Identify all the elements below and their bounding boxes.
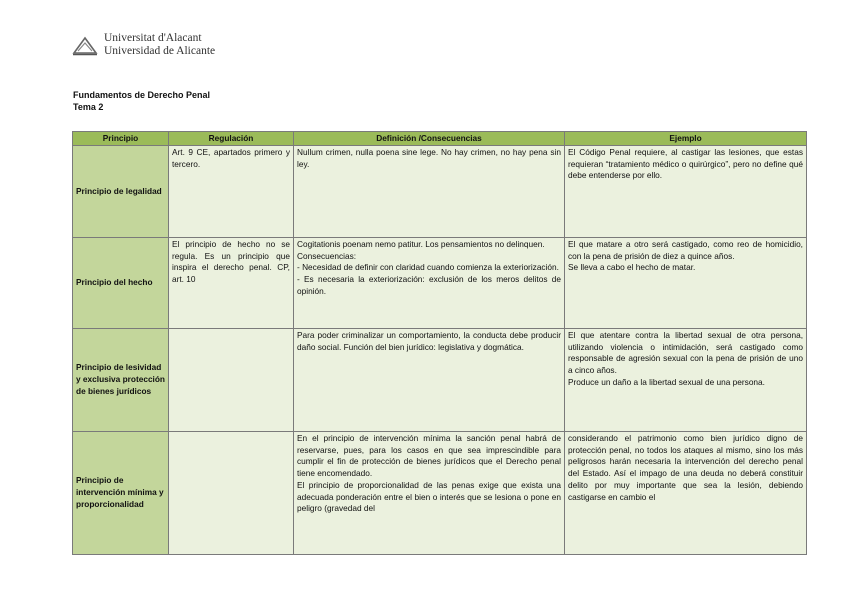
principio-cell: Principio de lesividad y exclusiva protección de bienes jurídicos	[73, 329, 169, 432]
ejemplo-cell	[565, 146, 807, 238]
ejemplo-cell	[565, 329, 807, 432]
principio-cell: Principio de intervención mínima y proporcionalidad	[73, 432, 169, 555]
definicion-paragraph: Cogitationis poenam nemo patitur. Los pensamientos no delinquen.	[297, 239, 545, 249]
document-heading	[73, 89, 210, 113]
ejemplo-paragraph: El que matare a otro será castigado, como reo de homicidio, con la pena de prisión de diez a quince años.	[568, 239, 803, 261]
ejemplo-paragraph: El Código Penal requiere, al castigar las lesiones, que estas requieran “tratamiento médico o quirúrgico”, pero no define qué debe entenderse por ello.	[568, 147, 803, 181]
header-ejemplo: Ejemplo	[565, 132, 807, 146]
university-name-valencian: Universitat d'Alacant	[104, 32, 202, 44]
definicion-paragraph: Para poder criminalizar un comportamiento, la conducta debe producir daño social. Función del bien jurídico: legislativa y dogmática.	[297, 330, 561, 352]
regulacion-cell: Art. 9 CE, apartados primero y tercero.	[169, 146, 294, 238]
definicion-paragraph: Nullum crimen, nulla poena sine lege. No hay crimen, no hay pena sin ley.	[297, 147, 561, 169]
regulacion-cell	[169, 329, 294, 432]
header-definicion: Definición /Consecuencias	[294, 132, 565, 146]
regulacion-cell	[169, 432, 294, 555]
definicion-cell	[294, 329, 565, 432]
header-principio: Principio	[73, 132, 169, 146]
principio-cell: Principio del hecho	[73, 238, 169, 329]
definicion-cell	[294, 238, 565, 329]
table-row	[73, 432, 807, 555]
topic-title: Tema 2	[73, 102, 104, 112]
ejemplo-cell	[565, 432, 807, 555]
ejemplo-paragraph: Produce un daño a la libertad sexual de una persona.	[568, 376, 765, 387]
definicion-paragraph: - Necesidad de definir con claridad cuando comienza la exteriorización.	[297, 262, 559, 273]
university-name-spanish: Universidad de Alicante	[104, 44, 216, 57]
ejemplo-paragraph: considerando el patrimonio como bien jurídico digno de protección penal, no todos los ataques al mismo, sino los más peligrosos harán necesaria la intervención del derecho penal del Estado. Así el impago de una deuda no deberá constituir delito por muy importante que sea la lesión, debiendo castigarse en cambio el	[568, 433, 803, 502]
principio-cell: Principio de legalidad	[73, 146, 169, 238]
definicion-paragraph: El principio de proporcionalidad de las penas exige que exista una adecuada ponderación entre el bien o interés que se lesiona o pone en peligro (gravedad del	[297, 479, 561, 514]
definicion-paragraph: - Es necesaria la exteriorización: exclusión de los meros delitos de opinión.	[297, 274, 561, 296]
definicion-cell	[294, 432, 565, 555]
definicion-paragraph: En el principio de intervención mínima la sanción penal habrá de reservarse, pues, para los casos en que sea imprescindible para cumplir el fin de protección de bienes jurídicos que el Derecho penal tiene encomendado.	[297, 433, 561, 479]
principles-table	[72, 131, 807, 555]
ejemplo-cell	[565, 238, 807, 329]
definicion-cell	[294, 146, 565, 238]
table-row	[73, 238, 807, 329]
table-row	[73, 329, 807, 432]
subject-title: Fundamentos de Derecho Penal	[73, 90, 211, 100]
university-emblem-icon	[72, 34, 98, 56]
definicion-paragraph: Consecuencias:	[297, 250, 357, 261]
ejemplo-paragraph: Se lleva a cabo el hecho de matar.	[568, 262, 696, 273]
university-logo	[72, 32, 215, 57]
table-row	[73, 146, 807, 238]
header-regulacion: Regulación	[169, 132, 294, 146]
ejemplo-paragraph: El que atentare contra la libertad sexual de otra persona, utilizando violencia o intimidación, será castigado como responsable de agresión sexual con la pena de prisión de uno a cinco años.	[568, 330, 803, 376]
table-header-row	[73, 132, 807, 146]
regulacion-cell: El principio de hecho no se regula. Es un principio que inspira el derecho penal. CP, art. 10	[169, 238, 294, 329]
